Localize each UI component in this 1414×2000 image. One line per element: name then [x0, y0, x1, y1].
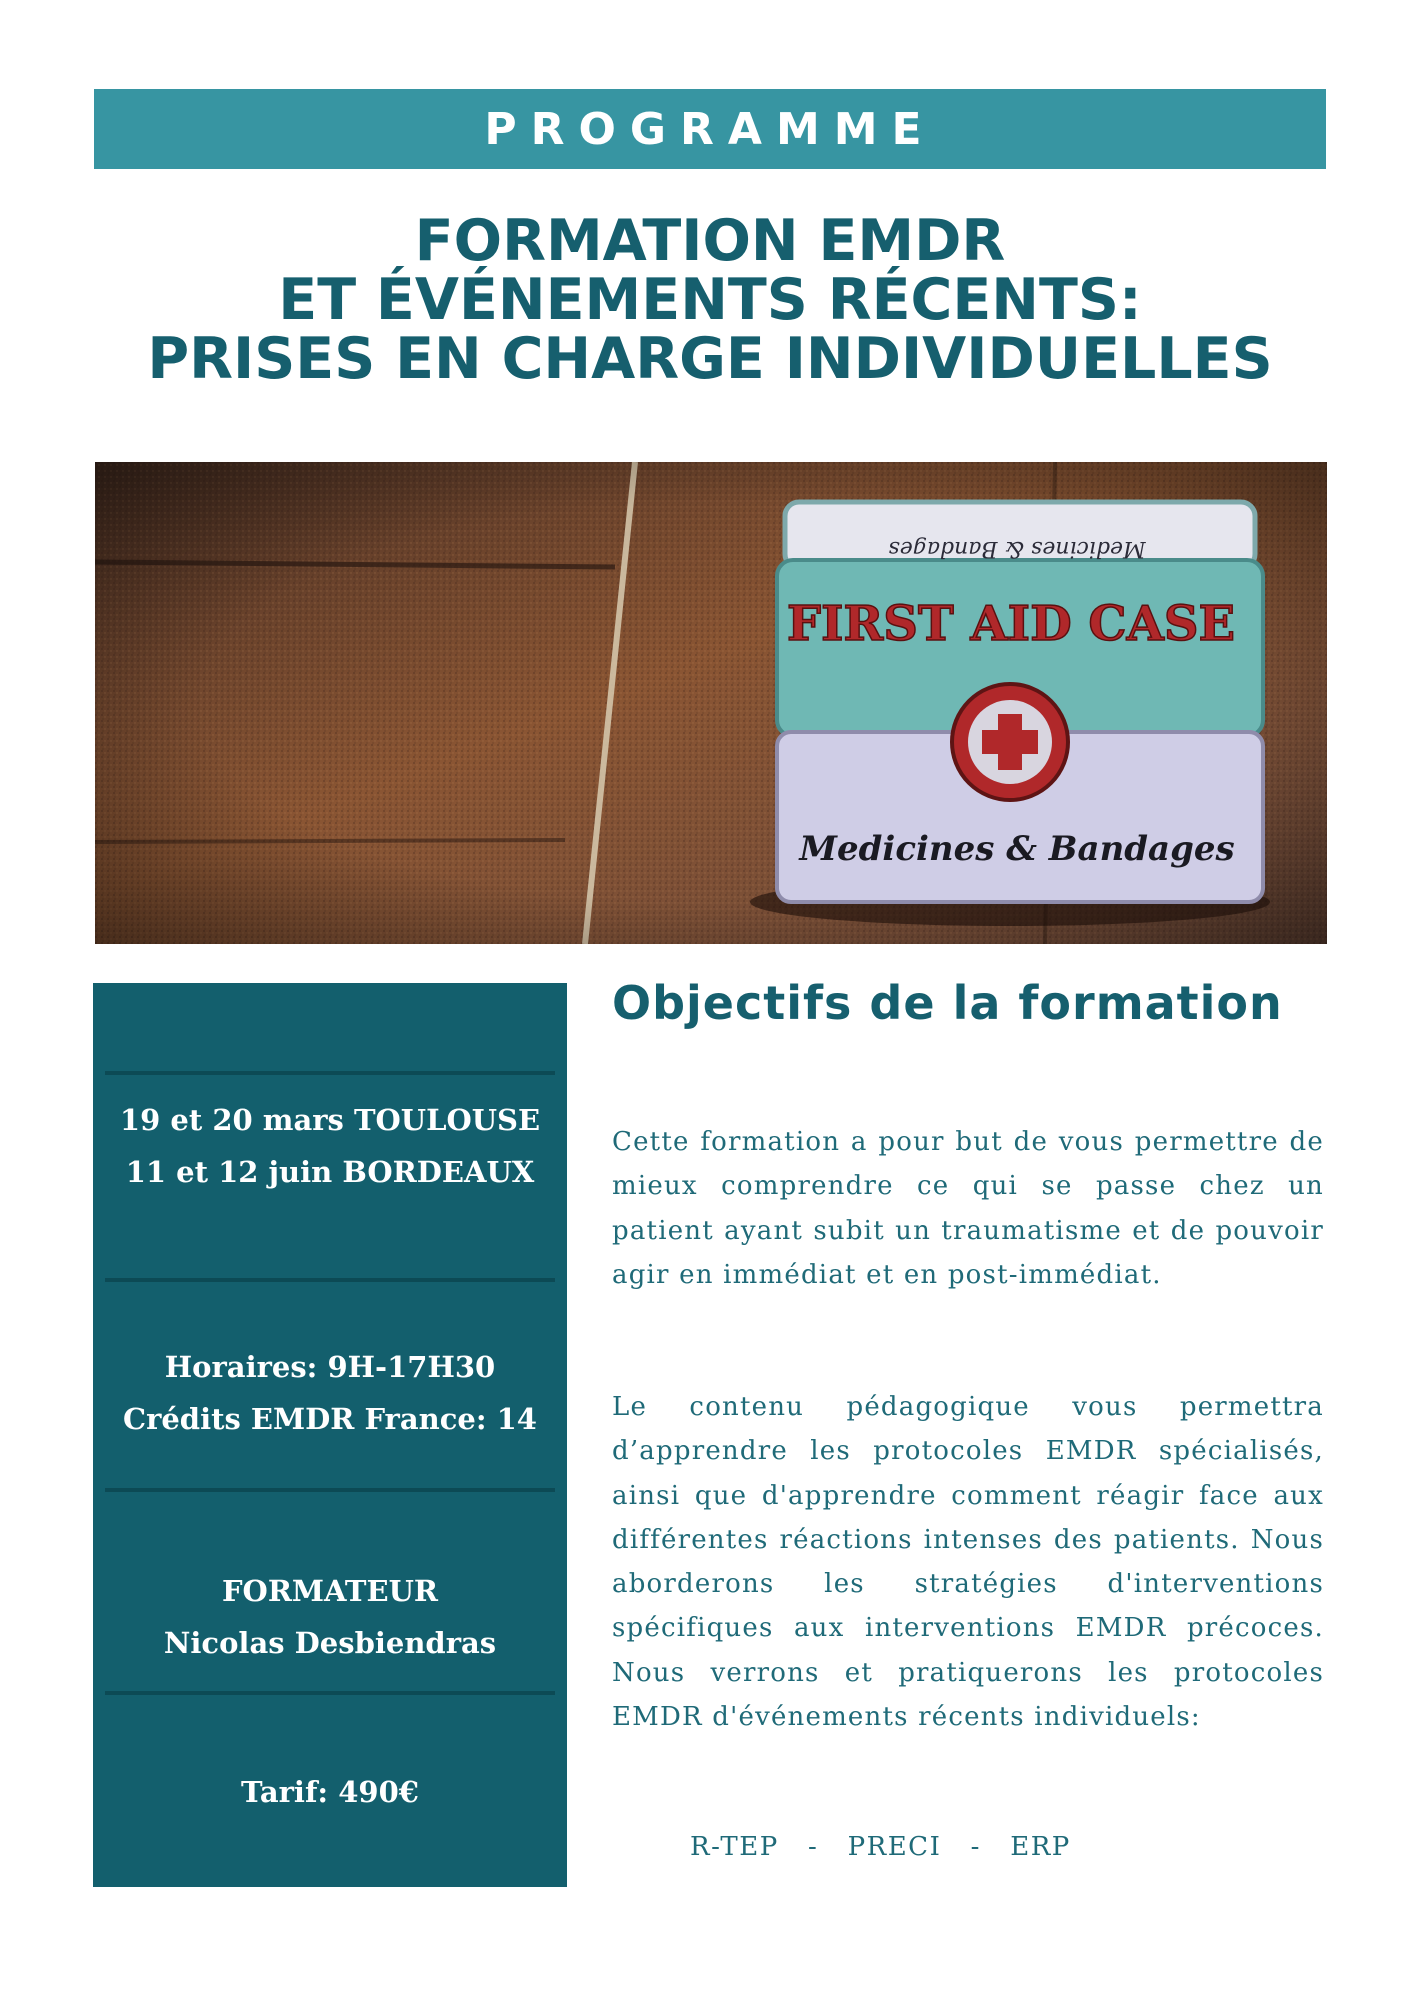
sidebar-divider: [105, 1278, 555, 1282]
dates-line-1: 19 et 20 mars TOULOUSE: [119, 1103, 541, 1137]
sidebar-divider: [105, 1488, 555, 1492]
dates-line-2: 11 et 12 juin BORDEAUX: [125, 1155, 535, 1189]
objectives-paragraph-2: Le contenu pédagogique vous permettra d’apprendre les protocoles EMDR spécialisés, ainsi que d'apprendre comment réagir face aux différentes réactions intenses des patients. Nous aborderons les stratégies d'interventions spécifiques aux interventions EMDR précoces. Nous verrons et pratiquerons les protocoles EMDR d'événements récents individuels:: [612, 1392, 1324, 1733]
hours-text: Horaires: 9H-17H30: [164, 1350, 496, 1384]
objectives-paragraph-1: Cette formation a pour but de vous permettre de mieux comprendre ce qui se passe chez un patient ayant subit un traumatisme et de pouvoir agir en immédiat et en post-immédiat.: [612, 1127, 1324, 1290]
info-sidebar: [93, 983, 567, 1887]
page-title: [94, 208, 1326, 392]
title-line-1: FORMATION EMDR: [414, 208, 1006, 274]
sidebar-divider: [105, 1691, 555, 1695]
protocols-list: R-TEP - PRECI - ERP: [690, 1832, 1071, 1862]
case-label-text: Medicines & Bandages: [799, 829, 1235, 869]
lid-label-text: Medicines & Bandages: [888, 536, 1146, 561]
sidebar-divider: [105, 1071, 555, 1075]
title-line-3: PRISES EN CHARGE INDIVIDUELLES: [147, 326, 1273, 392]
trainer-block: [93, 1565, 567, 1669]
schedule-block: [93, 1341, 567, 1445]
dates-block: [93, 1094, 567, 1198]
banner-label: PROGRAMME: [484, 103, 936, 155]
first-aid-case-photo: [95, 462, 1327, 944]
trainer-name: Nicolas Desbiendras: [163, 1626, 497, 1660]
case-title-text: FIRST AID CASE: [786, 596, 1236, 652]
programme-banner: [94, 89, 1326, 169]
price-block: [93, 1766, 567, 1818]
trainer-label: FORMATEUR: [221, 1574, 439, 1608]
price-text: Tarif: 490€: [241, 1775, 419, 1809]
credits-text: Crédits EMDR France: 14: [123, 1402, 537, 1436]
title-line-2: ET ÉVÉNEMENTS RÉCENTS:: [278, 267, 1142, 333]
objectives-heading: Objectifs de la formation: [612, 976, 1283, 1030]
